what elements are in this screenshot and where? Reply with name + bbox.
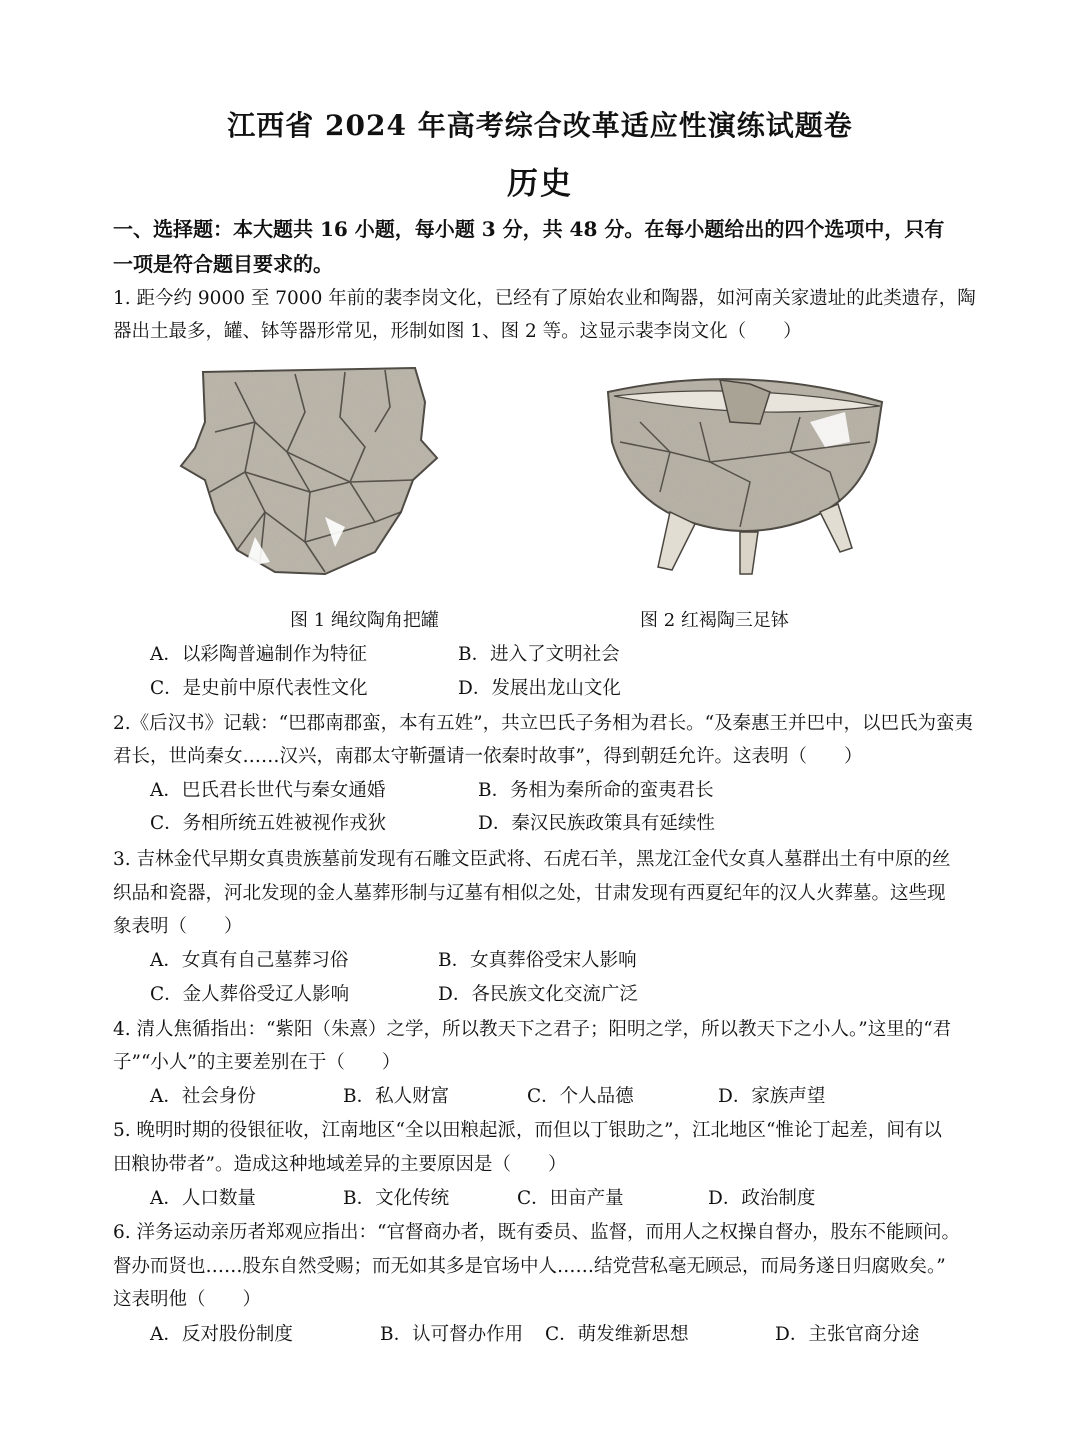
section-heading-line-2: 一项是符合题目要求的。 [113,252,333,276]
question-6-option-d: D．主张官商分途 [775,1324,920,1345]
question-4-line-1: 4. 清人焦循指出：“紫阳（朱熹）之学，所以教天下之君子；阳明之学，所以教天下之小人。”这里的“君 [113,1019,952,1040]
question-4-option-d: D．家族声望 [718,1086,826,1107]
question-5-option-a: A．人口数量 [150,1188,256,1209]
question-4-option-c: C．个人品德 [527,1086,634,1107]
question-6-option-a: A．反对股份制度 [150,1324,293,1345]
question-4-option-b: B．私人财富 [343,1086,450,1107]
question-6-option-b: B．认可督办作用 [380,1324,524,1345]
question-1-option-c: C．是史前中原代表性文化 [150,678,368,699]
question-6-line-2: 督办而贤也……股东自然受赐；而无如其多是官场中人……结党营私毫无顾忌，而局务遂日归腐败矣。” [113,1256,946,1277]
figure-1-caption: 图 1 绳纹陶角把罐 [290,610,439,631]
subject-title: 历史 [507,166,573,202]
question-6-line-3: 这表明他（ ） [113,1289,262,1310]
pottery-jar-icon [175,362,445,580]
question-3-option-b: B．女真葬俗受宋人影响 [438,950,637,971]
question-5-option-b: B．文化传统 [343,1188,450,1209]
question-5-option-d: D．政治制度 [708,1188,816,1209]
question-6-option-c: C．萌发维新思想 [545,1324,689,1345]
question-2-option-d: D．秦汉民族政策具有延续性 [478,813,715,834]
question-3-option-c: C．金人葬俗受辽人影响 [150,984,350,1005]
question-2-line-1: 2.《后汉书》记载：“巴郡南郡蛮，本有五姓”，共立巴氏子务相为君长。“及秦惠王并巴中，以巴氏为蛮夷 [113,713,974,734]
question-2-option-c: C．务相所统五姓被视作戎狄 [150,813,387,834]
question-3-line-2: 织品和瓷器，河北发现的金人墓葬形制与辽墓有相似之处，甘肃发现有西夏纪年的汉人火葬墓。这些现 [113,883,946,904]
question-5-line-1: 5. 晚明时期的役银征收，江南地区“全以田粮起派，而但以丁银助之”，江北地区“惟论丁起差，间有以 [113,1120,942,1141]
question-1-option-d: D．发展出龙山文化 [458,678,621,699]
question-2-option-a: A．巴氏君长世代与秦女通婚 [150,780,386,801]
question-6-line-1: 6. 洋务运动亲历者郑观应指出：“官督商办者，既有委员、监督，而用人之权操自督办，股东不能顾问。 [113,1222,960,1243]
section-heading-line-1: 一、选择题：本大题共 16 小题，每小题 3 分，共 48 分。在每小题给出的四个选项中，只有 [113,217,945,241]
figure-2-caption: 图 2 红褐陶三足钵 [640,610,789,631]
question-1-option-b: B．进入了文明社会 [458,644,620,665]
question-4-option-a: A．社会身份 [150,1086,256,1107]
question-4-line-2: 子”“小人”的主要差别在于（ ） [113,1052,401,1073]
question-5-line-2: 田粮协带者”。造成这种地域差异的主要原因是（ ） [113,1154,567,1175]
question-3-option-a: A．女真有自己墓葬习俗 [150,950,349,971]
question-3-option-d: D．各民族文化交流广泛 [438,984,638,1005]
question-1-option-a: A．以彩陶普遍制作为特征 [150,644,367,665]
question-2-line-2: 君长，世尚秦女……汉兴，南郡太守靳彊请一依秦时故事”，得到朝廷允许。这表明（ ） [113,746,863,767]
question-3-line-3: 象表明（ ） [113,916,243,937]
question-5-option-c: C．田亩产量 [517,1188,624,1209]
question-2-option-b: B．务相为秦所命的蛮夷君长 [478,780,714,801]
question-3-line-1: 3. 吉林金代早期女真贵族墓前发现有石雕文臣武将、石虎石羊，黑龙江金代女真人墓群出土有中原的丝 [113,849,951,870]
question-1-line-1: 1. 距今约 9000 至 7000 年前的裴李岗文化，已经有了原始农业和陶器，如河南关家遗址的此类遗存，陶 [113,288,976,309]
exam-title: 江西省 2024 年高考综合改革适应性演练试题卷 [227,109,853,142]
question-1-line-2: 器出土最多，罐、钵等器形常见，形制如图 1、图 2 等。这显示裴李岗文化（ ） [113,321,802,342]
tripod-bowl-icon [600,362,890,582]
